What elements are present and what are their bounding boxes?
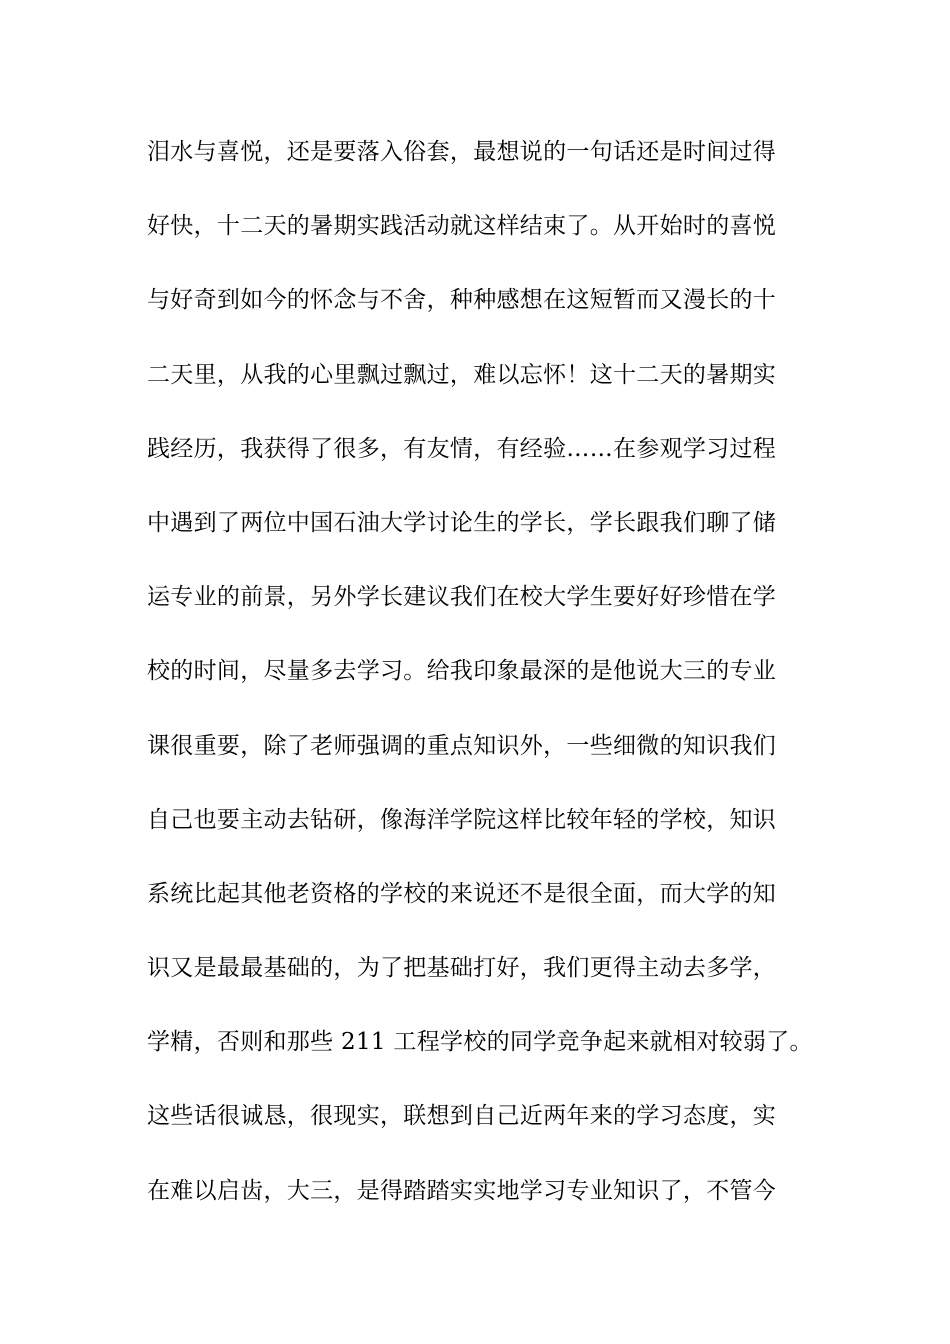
- text-line: 在难以启齿，大三，是得踏踏实实地学习专业知识了，不管今: [147, 1177, 777, 1204]
- text-line: 泪水与喜悦，还是要落入俗套，最想说的一句话还是时间过得: [147, 139, 777, 165]
- text-line: 与好奇到如今的怀念与不舍，种种感想在这短暂而又漫长的十: [147, 287, 777, 314]
- text-line: 学精，否则和那些 211 工程学校的同学竞争起来就相对较弱了。: [147, 1029, 813, 1056]
- text-line: 二天里，从我的心里飘过飘过，难以忘怀！这十二天的暑期实: [147, 361, 777, 388]
- text-line: 自己也要主动去钻研，像海洋学院这样比较年轻的学校，知识: [147, 806, 777, 833]
- body-text: [147, 131, 827, 1244]
- text-line: 好快，十二天的暑期实践活动就这样结束了。从开始时的喜悦: [147, 213, 777, 240]
- text-line: 践经历，我获得了很多，有友情，有经验……在参观学习过程: [147, 435, 777, 462]
- text-line: 运专业的前景，另外学长建议我们在校大学生要好好珍惜在学: [147, 584, 777, 611]
- text-line: 这些话很诚恳，很现实，联想到自己近两年来的学习态度，实: [147, 1103, 777, 1130]
- text-line: 识又是最最基础的，为了把基础打好，我们更得主动去多学，: [147, 955, 777, 982]
- text-line: 系统比起其他老资格的学校的来说还不是很全面，而大学的知: [147, 880, 777, 907]
- text-line: 校的时间，尽量多去学习。给我印象最深的是他说大三的专业: [147, 658, 777, 685]
- text-line: 课很重要，除了老师强调的重点知识外，一些细微的知识我们: [147, 732, 777, 759]
- text-line: 中遇到了两位中国石油大学讨论生的学长，学长跟我们聊了储: [147, 509, 777, 536]
